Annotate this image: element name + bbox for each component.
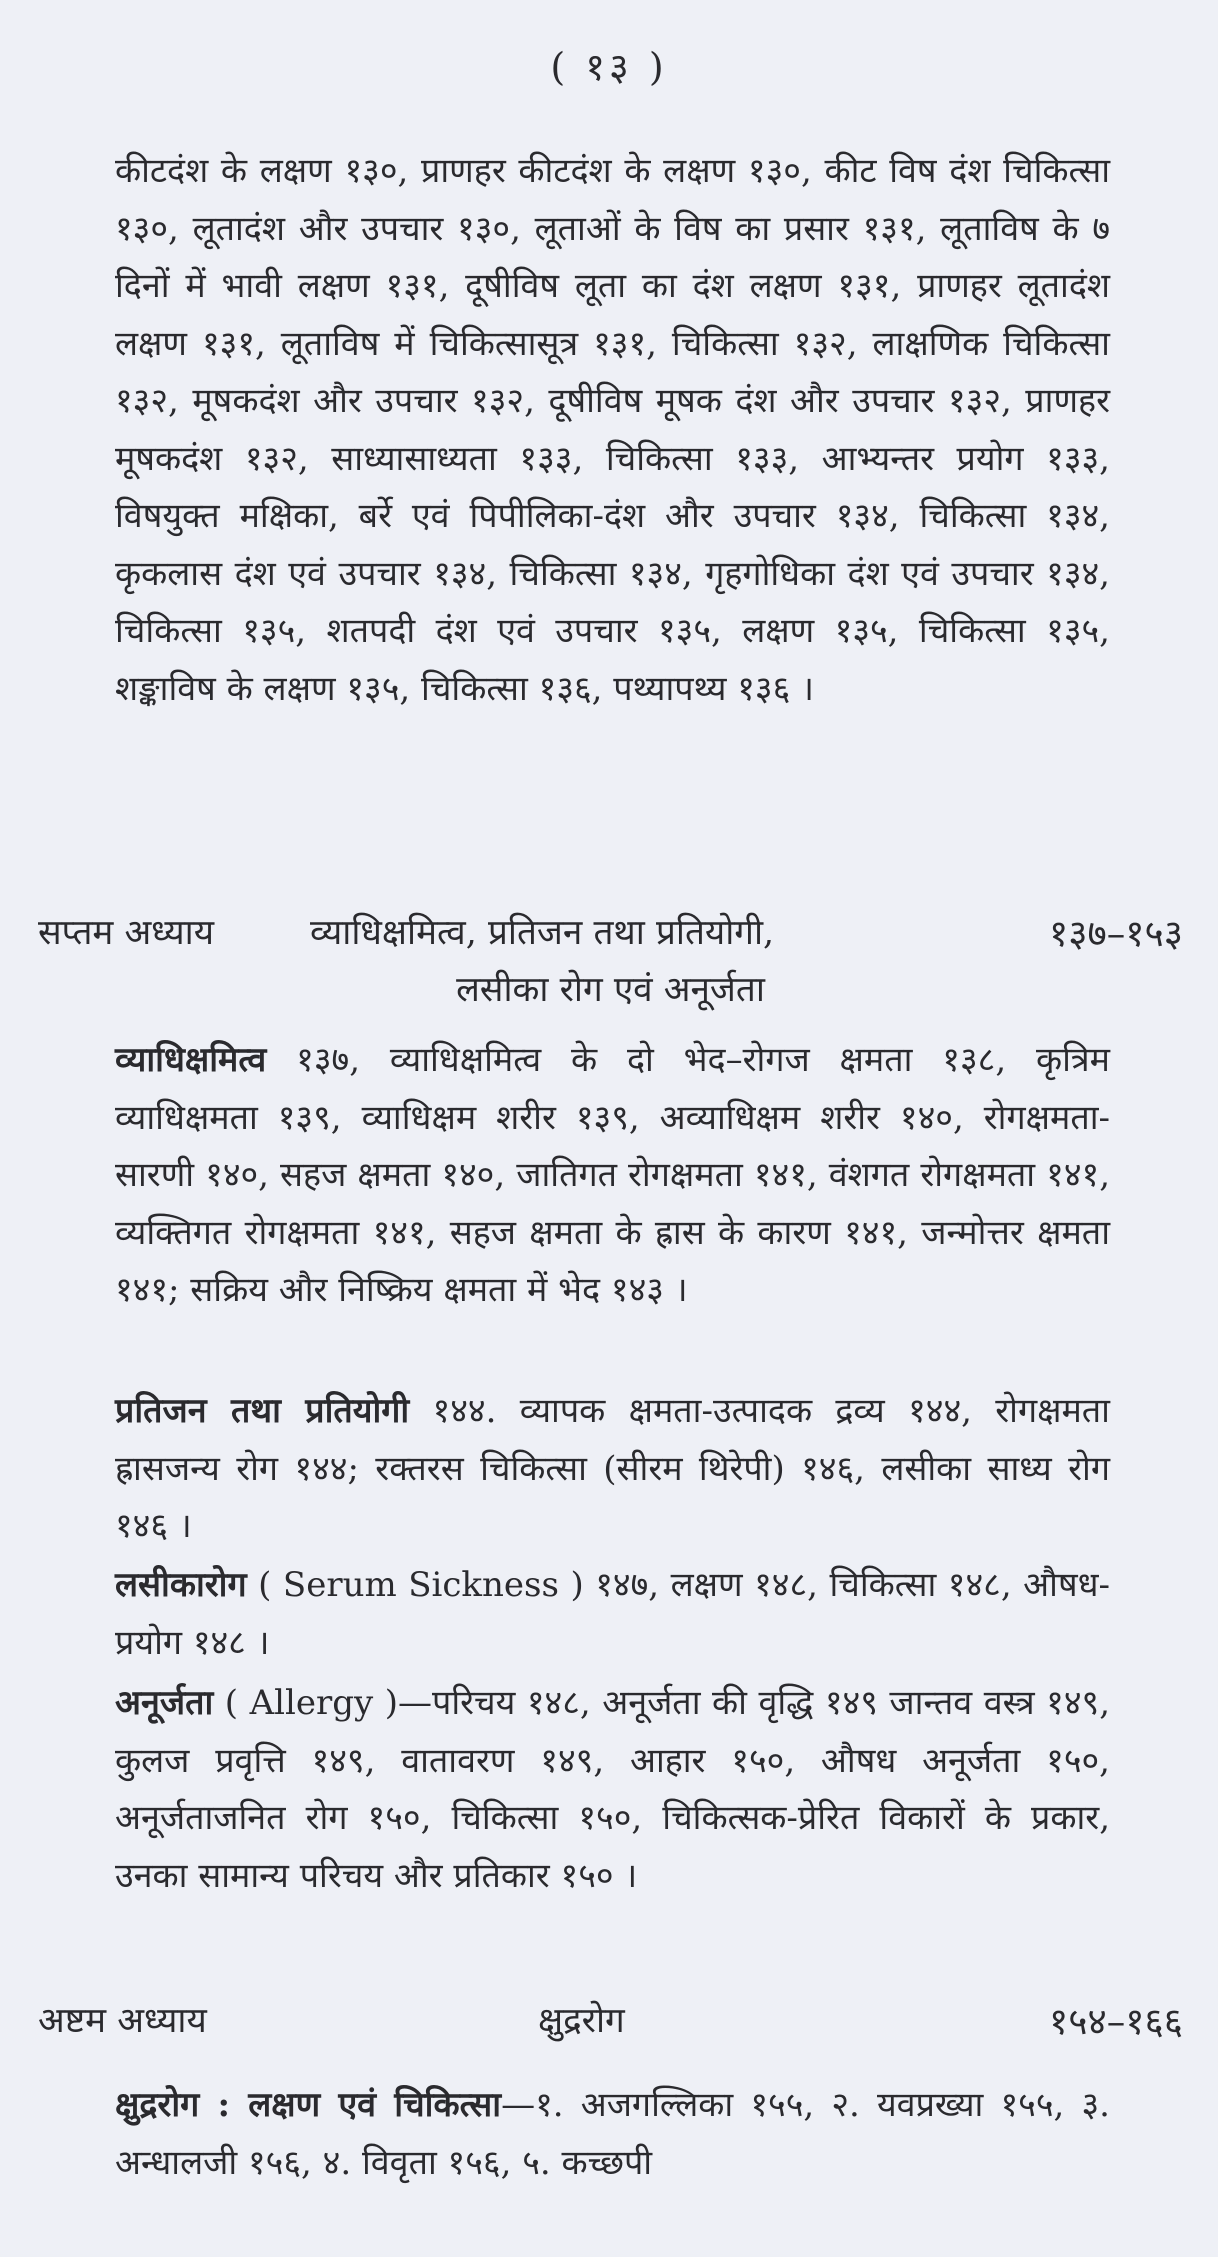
paragraph-text: १३७, व्याधिक्षमित्व के दो भेद–रोगज क्षमता १३८, कृत्रिम व्याधिक्षमता १३९, व्याधिक्षम शरीर १३९, अव्याधिक्षम शरीर १४०, रोगक्षमता-सारणी १४०, सहज क्षमता १४०, जातिगत रोगक्षमता १४१, वंशगत रोगक्षमता १४१, व्यक्तिगत रोगक्षमता १४१, सहज क्षमता के ह्रास के कारण १४१, जन्मोत्तर क्षमता १४१; सक्रिय और निष्क्रिय क्षमता में भेद १४३ । bbox=[115, 1040, 1110, 1310]
paragraph-text: १४४. व्यापक क्षमता-उत्पादक द्रव्य १४४, रोगक्षमता ह्रासजन्य रोग १४४; रक्तरस चिकित्सा (सीरम थिरेपी) १४६, लसीका साध्य रोग १४६ । bbox=[115, 1391, 1110, 1546]
paragraph-heading: क्षुद्ररोग : लक्षण एवं चिकित्सा bbox=[115, 2085, 502, 2125]
chapter7-serum-sickness-paragraph bbox=[115, 1557, 1110, 1672]
paragraph-heading: अनूर्जता bbox=[115, 1683, 214, 1723]
paragraph-text: —१. अजगल्लिका १५५, २. यवप्रख्या १५५, ३. अन्धालजी १५६, ४. विवृता १५६, ५. कच्छपी bbox=[115, 2085, 1110, 2183]
paragraph-text: ( Serum Sickness ) १४७, लक्षण १४८, चिकित्सा १४८, औषध-प्रयोग १४८ । bbox=[115, 1565, 1110, 1663]
chapter6-contents-paragraph: कीटदंश के लक्षण १३०, प्राणहर कीटदंश के लक्षण १३०, कीट विष दंश चिकित्सा १३०, लूतादंश और उपचार १३०, लूताओं के विष का प्रसार १३१, लूताविष के ७ दिनों में भावी लक्षण १३१, दूषीविष लूता का दंश लक्षण १३१, प्राणहर लूतादंश लक्षण १३१, लूताविष में चिकित्सासूत्र १३१, चिकित्सा १३२, लाक्षणिक चिकित्सा १३२, मूषकदंश और उपचार १३२, दूषीविष मूषक दंश और उपचार १३२, प्राणहर मूषकदंश १३२, साध्यासाध्यता १३३, चिकित्सा १३३, आभ्यन्तर प्रयोग १३३, विषयुक्त मक्षिका, बर्रे एवं पिपीलिका-दंश और उपचार १३४, चिकित्सा १३४, कृकलास दंश एवं उपचार १३४, चिकित्सा १३४, गृहगोधिका दंश एवं उपचार १३४, चिकित्सा १३५, शतपदी दंश एवं उपचार १३५, लक्षण १३५, चिकित्सा १३५, शङ्काविष के लक्षण १३५, चिकित्सा १३६, पथ्यापथ्य १३६ । bbox=[115, 151, 1110, 709]
chapter7-title-line2: लसीका रोग एवं अनूर्जता bbox=[456, 970, 765, 1010]
chapter8-title: क्षुद्ररोग bbox=[538, 2001, 625, 2041]
page-number: ( १३ ) bbox=[550, 45, 668, 89]
paragraph-heading: लसीकारोग bbox=[115, 1565, 247, 1605]
paragraph-text: ( Allergy )—परिचय १४८, अनूर्जता की वृद्धि १४९ जान्तव वस्त्र १४९, कुलज प्रवृत्ति १४९, वातावरण १४९, आहार १५०, औषध अनूर्जता १५०, अनूर्जताजनित रोग १५०, चिकित्सा १५०, चिकित्सक-प्रेरित विकारों के प्रकार, उनका सामान्य परिचय और प्रतिकार १५० । bbox=[115, 1683, 1110, 1896]
paragraph-heading: प्रतिजन तथा प्रतियोगी bbox=[115, 1391, 410, 1431]
chapter8-minor-diseases-paragraph bbox=[115, 2077, 1110, 2192]
chapter7-label: सप्तम अध्याय bbox=[38, 913, 215, 953]
chapter7-title: व्याधिक्षमित्व, प्रतिजन तथा प्रतियोगी, bbox=[310, 913, 775, 953]
chapter7-page-range: १३७–१५३ bbox=[1049, 912, 1183, 955]
chapter8-label: अष्टम अध्याय bbox=[38, 2001, 207, 2041]
chapter7-allergy-paragraph bbox=[115, 1675, 1110, 1905]
chapter7-immunity-paragraph bbox=[115, 1032, 1110, 1320]
chapter8-page-range: १५४–१६६ bbox=[1049, 2000, 1183, 2043]
paragraph-heading: व्याधिक्षमित्व bbox=[115, 1040, 267, 1080]
chapter7-antigen-paragraph bbox=[115, 1383, 1110, 1556]
